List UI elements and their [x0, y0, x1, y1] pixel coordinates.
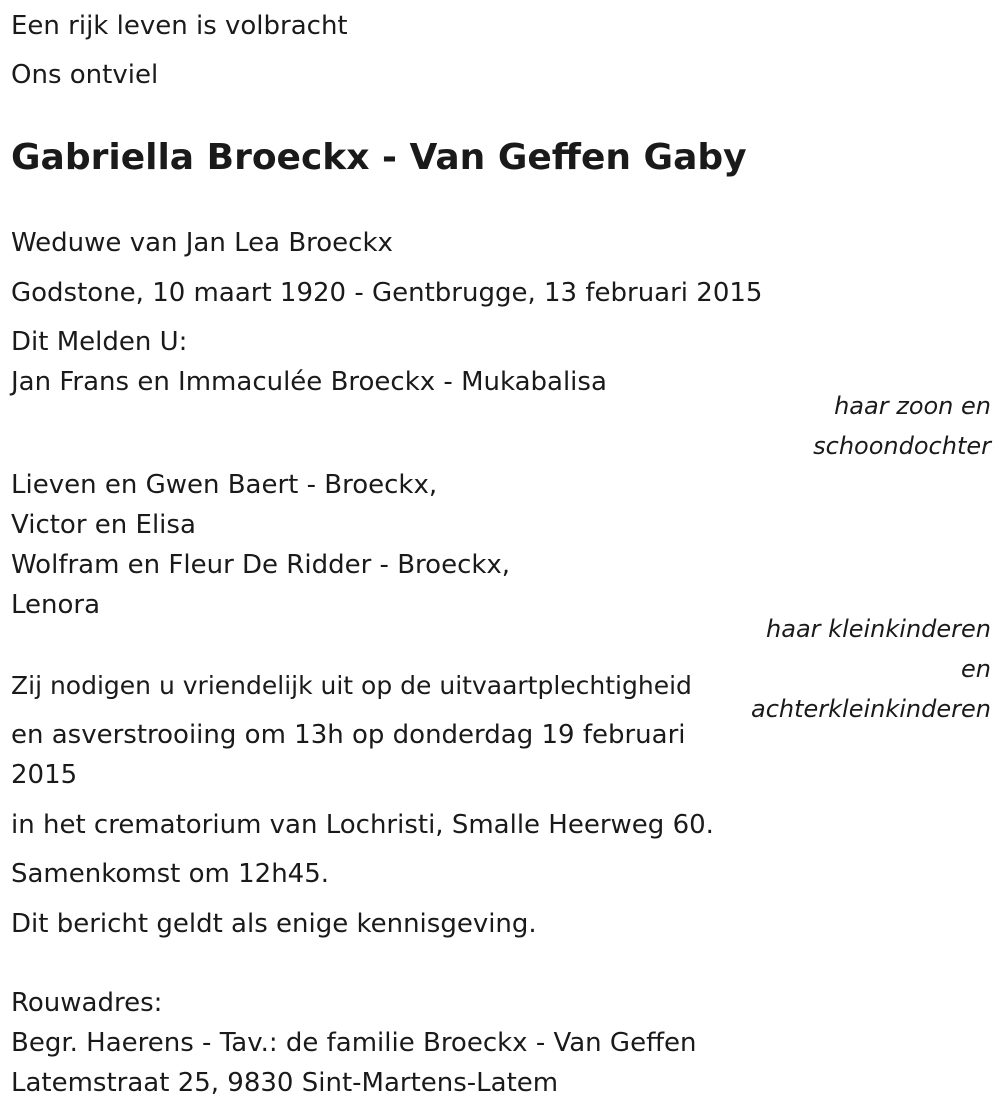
- announcer-name: Wolfram en Fleur De Ridder - Broeckx,: [11, 550, 511, 580]
- relation-label: achterkleinkinderen: [751, 695, 991, 723]
- ceremony-line: in het crematorium van Lochristi, Smalle Heerweg 60.: [11, 810, 714, 840]
- deceased-name: Gabriella Broeckx - Van Geffen Gaby: [11, 137, 747, 178]
- address-line: Latemstraat 25, 9830 Sint-Martens-Latem: [11, 1068, 559, 1098]
- relation-label: haar zoon en: [834, 392, 991, 420]
- announcer-name: Victor en Elisa: [11, 510, 196, 540]
- intro-line-1: Een rijk leven is volbracht: [11, 11, 348, 41]
- announcer-name: Lenora: [11, 590, 101, 620]
- ceremony-line: Samenkomst om 12h45.: [11, 859, 330, 889]
- intro-line-2: Ons ontviel: [11, 60, 159, 90]
- life-dates: Godstone, 10 maart 1920 - Gentbrugge, 13 februari 2015: [11, 278, 763, 308]
- spouse-line: Weduwe van Jan Lea Broeckx: [11, 228, 393, 258]
- announcers-heading: Dit Melden U:: [11, 327, 188, 357]
- ceremony-line: en asverstrooiing om 13h op donderdag 19 februari: [11, 720, 686, 750]
- relation-label: haar kleinkinderen: [766, 615, 991, 643]
- address-heading: Rouwadres:: [11, 988, 163, 1018]
- address-line: Begr. Haerens - Tav.: de familie Broeckx - Van Geffen: [11, 1028, 697, 1058]
- relation-label: schoondochter: [813, 432, 991, 460]
- ceremony-line: Zij nodigen u vriendelijk uit op de uitvaartplechtigheid: [11, 671, 692, 700]
- relation-label: en: [961, 655, 991, 683]
- ceremony-line: Dit bericht geldt als enige kennisgeving.: [11, 909, 537, 939]
- ceremony-line: 2015: [11, 760, 78, 790]
- announcer-name: Jan Frans en Immaculée Broeckx - Mukabalisa: [11, 367, 607, 397]
- announcer-name: Lieven en Gwen Baert - Broeckx,: [11, 470, 438, 500]
